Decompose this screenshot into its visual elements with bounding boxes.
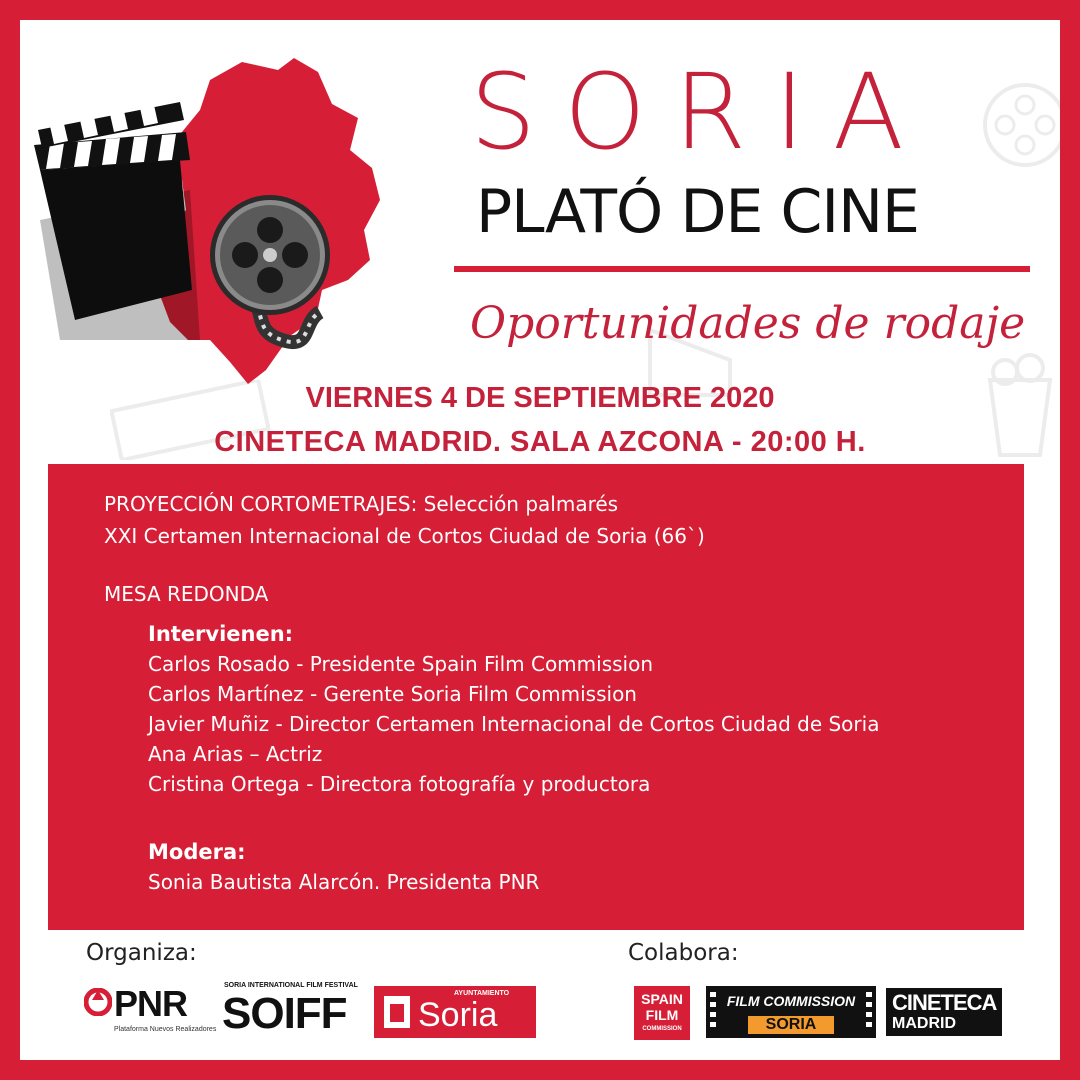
subtitle: Oportunidades de rodaje	[470, 298, 1026, 349]
film-commission-soria-logo	[706, 986, 876, 1038]
film-strip-holes-icon	[866, 992, 872, 1032]
speaker-item: Javier Muñiz - Director Certamen Internacional de Cortos Ciudad de Soria	[148, 712, 880, 736]
speakers-heading: Intervienen:	[148, 622, 294, 646]
organiza-label: Organiza:	[86, 940, 197, 966]
cineteca-line2: MADRID	[892, 1015, 956, 1032]
cineteca-line1: CINETECA	[892, 990, 997, 1015]
ayuntamiento-name: Soria	[418, 996, 498, 1034]
title-divider	[454, 266, 1030, 272]
soria-fc-line1: FILM COMMISSION	[726, 993, 856, 1009]
moderator-name: Sonia Bautista Alarcón. Presidenta PNR	[148, 870, 540, 894]
screening-line-2: XXI Certamen Internacional de Cortos Ciudad de Soria (66`)	[104, 524, 705, 548]
colabora-label: Colabora:	[628, 940, 739, 966]
moderator-heading: Modera:	[148, 840, 246, 864]
pnr-camera-icon	[84, 988, 112, 1016]
spain-fc-line2: FILM	[645, 1007, 679, 1023]
film-strip-holes-icon	[710, 992, 716, 1032]
main-title: SORIA	[470, 51, 932, 173]
spain-film-commission-logo	[634, 986, 690, 1040]
secondary-title: PLATÓ DE CINE	[476, 177, 919, 247]
soiff-name: SOIFF	[222, 989, 347, 1038]
ayuntamiento-soria-logo	[374, 986, 536, 1038]
pnr-tagline: Plataforma Nuevos Realizadores	[114, 1026, 217, 1033]
event-date: VIERNES 4 DE SEPTIEMBRE 2020	[305, 382, 775, 414]
coat-of-arms-icon	[382, 992, 412, 1032]
poster-frame	[20, 20, 1060, 1060]
program-box	[48, 464, 1024, 930]
screening-line-1: PROYECCIÓN CORTOMETRAJES: Selección palmarés	[104, 492, 619, 516]
soria-map-illustration	[20, 40, 460, 400]
pnr-logo	[84, 982, 217, 1038]
speaker-item: Carlos Martínez - Gerente Soria Film Commission	[148, 682, 637, 706]
cineteca-madrid-logo	[886, 988, 1002, 1036]
pnr-name: PNR	[114, 983, 188, 1024]
spain-fc-line3: COMMISSION	[642, 1026, 682, 1032]
speaker-item: Ana Arias – Actriz	[148, 742, 323, 766]
soiff-logo	[222, 982, 372, 1040]
soiff-tagline: SORIA INTERNATIONAL FILM FESTIVAL	[224, 982, 358, 989]
event-place: CINETECA MADRID. SALA AZCONA - 20:00 H.	[214, 426, 866, 458]
ayuntamiento-tagline: AYUNTAMIENTO	[454, 990, 510, 997]
soria-fc-line2: SORIA	[748, 1016, 834, 1034]
speaker-item: Cristina Ortega - Directora fotografía y productora	[148, 772, 651, 796]
spain-fc-line1: SPAIN	[641, 991, 683, 1007]
speaker-item: Carlos Rosado - Presidente Spain Film Commission	[148, 652, 654, 676]
round-table-heading: MESA REDONDA	[104, 582, 269, 606]
